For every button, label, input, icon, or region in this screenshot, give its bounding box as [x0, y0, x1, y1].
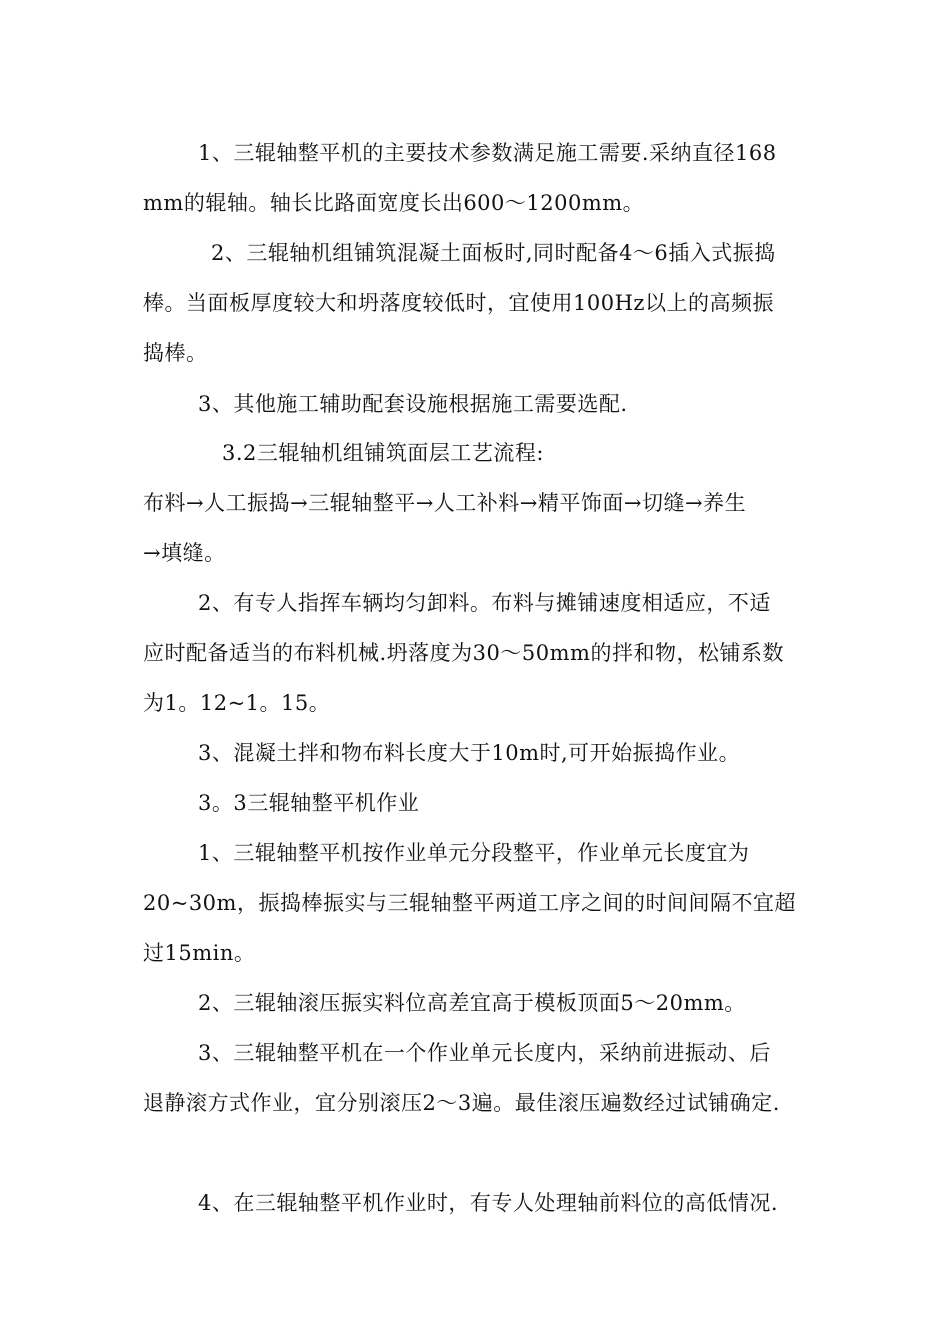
text-line: 应时配备适当的布料机械.坍落度为30～50mm的拌和物，松铺系数	[143, 641, 784, 665]
text-line: 2、三辊轴机组铺筑混凝土面板时,同时配备4～6插入式振捣	[211, 241, 776, 265]
text-line: 退静滚方式作业，宜分别滚压2～3遍。最佳滚压遍数经过试铺确定.	[143, 1091, 780, 1115]
text-line: 1、三辊轴整平机按作业单元分段整平，作业单元长度宜为	[198, 841, 750, 865]
text-line: 20~30m，振捣棒振实与三辊轴整平两道工序之间的时间间隔不宜超	[143, 891, 796, 915]
text-line: 2、有专人指挥车辆均匀卸料。布料与摊铺速度相适应，不适	[198, 591, 771, 615]
text-line: 捣棒。	[143, 341, 208, 365]
text-line: mm的辊轴。轴长比路面宽度长出600～1200mm。	[143, 191, 645, 215]
text-line: →填缝。	[143, 541, 226, 565]
text-line: 2、三辊轴滚压振实料位高差宜高于模板顶面5～20mm。	[198, 991, 746, 1015]
text-line: 3、其他施工辅助配套设施根据施工需要选配.	[198, 392, 628, 416]
text-line: 4、在三辊轴整平机作业时，有专人处理轴前料位的高低情况.	[198, 1191, 779, 1215]
text-line: 过15min。	[143, 941, 256, 965]
text-line: 1、三辊轴整平机的主要技术参数满足施工需要.采纳直径168	[198, 141, 777, 165]
text-line: 3、三辊轴整平机在一个作业单元长度内，采纳前进振动、后	[198, 1041, 771, 1065]
text-line: 布料→人工振捣→三辊轴整平→人工补料→精平饰面→切缝→养生	[143, 491, 747, 515]
text-line: 棒。当面板厚度较大和坍落度较低时，宜使用100Hz以上的高频振	[143, 291, 774, 315]
text-line: 3、混凝土拌和物布料长度大于10m时,可开始振捣作业。	[198, 741, 741, 765]
section-heading: 3。3三辊轴整平机作业	[198, 791, 420, 815]
text-line: 为1。12~1。15。	[143, 691, 331, 715]
section-heading: 3.2三辊轴机组铺筑面层工艺流程:	[222, 441, 544, 465]
